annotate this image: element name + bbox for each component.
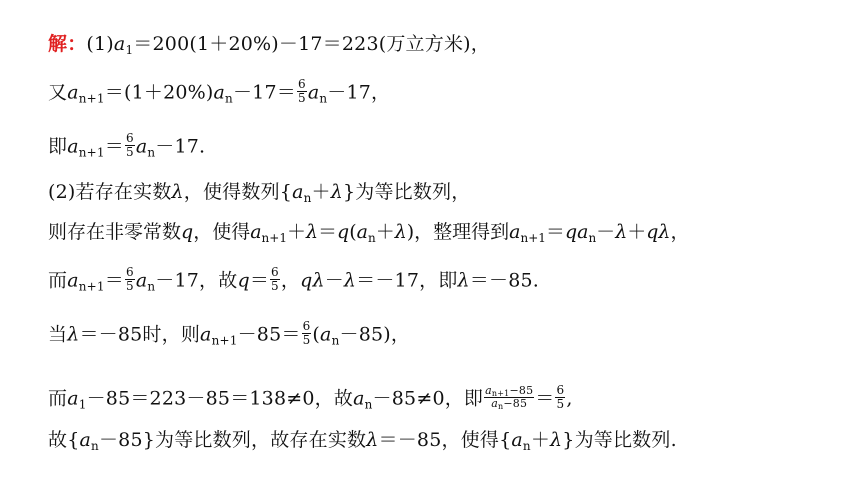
- text: ，使得数列{: [183, 181, 293, 203]
- subscript: 1: [78, 397, 87, 412]
- variable: a: [509, 221, 521, 243]
- text: ＋: [311, 181, 331, 203]
- text: −85: [509, 384, 534, 397]
- text: ＝: [545, 221, 565, 243]
- text: ，使得: [193, 221, 251, 243]
- text: ＋: [286, 221, 306, 243]
- variable: a: [200, 323, 212, 346]
- solution-line-9: [48, 428, 677, 452]
- variable: qλ: [300, 269, 325, 292]
- variable: λ: [366, 429, 379, 451]
- text: ＝: [104, 135, 124, 158]
- variable: a: [67, 387, 79, 410]
- fraction-denominator: 5: [302, 333, 311, 347]
- subscript: n: [331, 333, 340, 348]
- text: ＝－85，使得{: [378, 429, 512, 451]
- text: －17，故: [155, 269, 238, 292]
- text: 故{: [48, 429, 80, 451]
- text: ＝－85时，则: [79, 323, 201, 346]
- text: }为等比数列，: [342, 181, 471, 203]
- fraction-numerator: 6: [125, 265, 134, 279]
- fraction-numerator: 6: [125, 131, 134, 145]
- variable: qλ: [646, 221, 671, 243]
- solution-line-5: [48, 220, 689, 244]
- text: －: [324, 269, 344, 292]
- text: ＝(1＋20%): [104, 81, 214, 104]
- text: －85}为等比数列，故存在实数: [98, 429, 367, 451]
- solution-line-7: [48, 319, 411, 349]
- subscript: n+1: [211, 333, 238, 348]
- text: ，: [280, 269, 301, 292]
- text: (: [349, 221, 357, 243]
- text: ,: [566, 387, 573, 410]
- subscript: n: [588, 231, 597, 245]
- variable: λ: [550, 429, 563, 451]
- fraction-numerator: 6: [302, 319, 311, 333]
- text: (2)若存在实数: [48, 181, 172, 203]
- variable: a: [491, 397, 498, 410]
- text: }为等比数列.: [562, 429, 677, 451]
- text: 而: [48, 269, 68, 292]
- fraction: [302, 320, 312, 347]
- text: ＝200(1＋20%)－17＝223(万立方米)，: [133, 33, 490, 55]
- text: )，整理得到: [406, 221, 510, 243]
- subscript: n+1: [520, 231, 546, 245]
- solution-line-4: [48, 180, 470, 204]
- subscript: n: [147, 145, 156, 160]
- solution-line-8: [48, 383, 573, 413]
- variable: a: [292, 181, 304, 203]
- variable: λ: [67, 323, 80, 346]
- variable: a: [356, 221, 368, 243]
- variable: λ: [171, 181, 184, 203]
- fraction-numerator: 6: [556, 383, 565, 397]
- text: (1): [86, 33, 114, 55]
- variable: λ: [343, 269, 357, 292]
- text: ，: [670, 221, 690, 243]
- variable: a: [79, 429, 92, 451]
- text: ＝: [318, 221, 338, 243]
- solution-line-1: [48, 32, 490, 56]
- variable: a: [67, 135, 79, 158]
- variable: a: [135, 135, 148, 158]
- subscript: n: [364, 397, 373, 412]
- subscript: n+1: [261, 231, 287, 245]
- variable: λ: [457, 269, 470, 292]
- variable: a: [113, 33, 126, 55]
- text: ＝－85.: [469, 269, 540, 292]
- fraction-numerator: 6: [271, 265, 279, 279]
- fraction-denominator: 5: [556, 397, 565, 411]
- fraction: [125, 132, 135, 159]
- fraction: [297, 78, 307, 105]
- text: －17＝: [232, 81, 296, 104]
- text: 而: [48, 387, 68, 410]
- subscript: n: [498, 402, 504, 411]
- variable: a: [135, 269, 148, 292]
- variable: a: [307, 81, 320, 104]
- subscript: n+1: [78, 91, 105, 106]
- variable: a: [485, 384, 492, 397]
- fraction-denominator: [484, 398, 534, 410]
- text: ＋: [530, 429, 551, 451]
- fraction-numerator: 6: [297, 77, 306, 91]
- text: －17，: [327, 81, 391, 104]
- text: 又: [48, 81, 68, 104]
- subscript: n: [303, 191, 312, 205]
- fraction-denominator: 5: [125, 279, 134, 293]
- text: (: [312, 323, 321, 346]
- variable: a: [213, 81, 226, 104]
- variable: a: [511, 429, 523, 451]
- text: －85＝223－85＝138≠0，故: [86, 387, 354, 410]
- subscript: 1: [125, 43, 134, 57]
- variable: a: [353, 387, 365, 410]
- variable: λ: [330, 181, 343, 203]
- text: 则存在非零常数: [48, 221, 182, 243]
- variable: qa: [564, 221, 589, 243]
- fraction-denominator: 5: [297, 91, 306, 105]
- text: ＋: [375, 221, 395, 243]
- variable: λ: [305, 221, 319, 243]
- subscript: n: [91, 439, 99, 453]
- subscript: n+1: [78, 145, 105, 160]
- text: －17.: [155, 135, 206, 158]
- text: ＝: [249, 269, 270, 292]
- subscript: n+1: [78, 279, 105, 294]
- text: －: [596, 221, 616, 243]
- fraction-denominator: 5: [125, 145, 134, 159]
- variable: a: [67, 81, 79, 104]
- text: －85≠0，即: [372, 387, 484, 410]
- text: ＝: [104, 269, 124, 292]
- text: ＋: [627, 221, 647, 243]
- fraction: [555, 384, 565, 411]
- subscript: n: [147, 279, 156, 294]
- fraction: [484, 385, 534, 410]
- fraction: [125, 266, 135, 293]
- fraction-denominator: 5: [271, 279, 279, 293]
- variable: q: [237, 269, 250, 292]
- fraction: [270, 266, 280, 293]
- subscript: n+1: [491, 389, 510, 398]
- text: −85: [503, 397, 528, 410]
- solution-label: 解：: [48, 33, 87, 55]
- subscript: n: [319, 91, 328, 106]
- variable: λ: [615, 221, 628, 243]
- subscript: n: [522, 439, 531, 453]
- text: ＝: [535, 387, 555, 410]
- solution-line-3: [48, 131, 206, 161]
- text: －85＝: [237, 323, 301, 346]
- variable: a: [250, 221, 262, 243]
- variable: λ: [394, 221, 407, 243]
- text: ＝－17，即: [356, 269, 458, 292]
- text: －85)，: [339, 323, 411, 346]
- solution-line-6: [48, 265, 540, 295]
- solution-line-2: [48, 77, 391, 107]
- variable: a: [320, 323, 332, 346]
- variable: q: [337, 221, 350, 243]
- subscript: n: [367, 231, 376, 245]
- variable: q: [181, 221, 194, 243]
- text: 当: [48, 323, 68, 346]
- text: 即: [48, 135, 68, 158]
- subscript: n: [225, 91, 233, 106]
- variable: a: [67, 269, 79, 292]
